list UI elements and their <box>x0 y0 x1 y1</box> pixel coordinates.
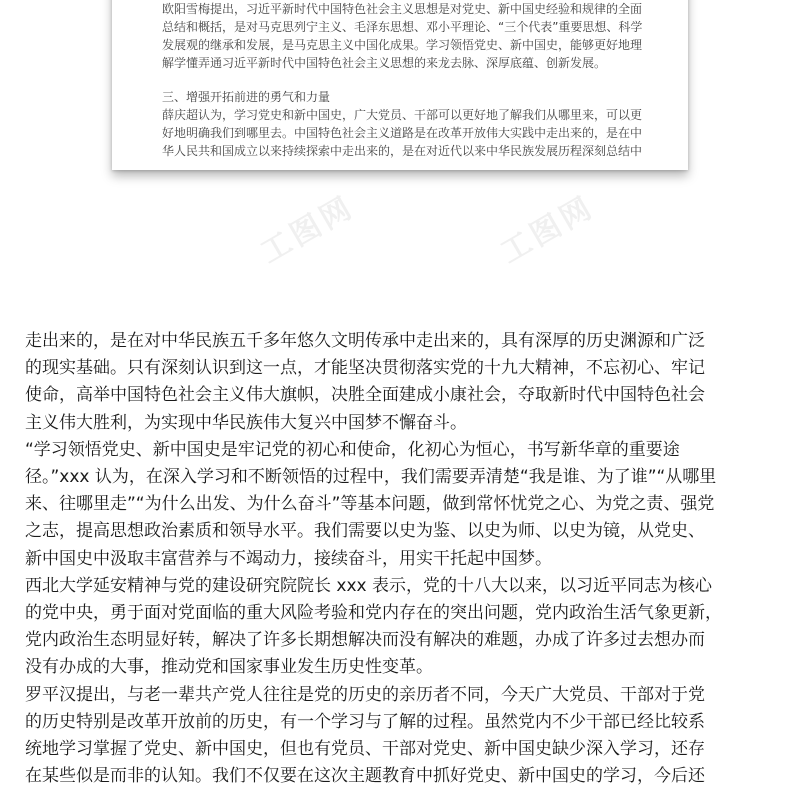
body-line: “学习领悟党史、新中国史是牢记党的初心和使命，化初心为恒心，书写新华章的重要途 <box>25 439 680 460</box>
body-line: 新中国史中汲取丰富营养与不竭动力，接续奋斗，用实干托起中国梦。 <box>25 548 552 569</box>
body-line: 在某些似是而非的认知。我们不仅要在这次主题教育中抓好党史、新中国史的学习，今后还 <box>25 766 705 787</box>
body-line: 使命，高举中国特色社会主义伟大旗帜，决胜全面建成小康社会，夺取新时代中国特色社会 <box>25 385 705 406</box>
body-line: 走出来的，是在对中华民族五千多年悠久文明传承中走出来的，具有深厚的历史渊源和广泛 <box>25 331 705 351</box>
body-text <box>25 328 785 790</box>
preview-line: 好地明确我们到哪里去。中国特色社会主义道路是在改革开放伟大实践中走出来的，是在中 <box>162 126 643 140</box>
body-line: 罗平汉提出，与老一辈共产党人往往是党的历史的亲历者不同，今天广大党员、干部对于党 <box>25 684 705 705</box>
preview-line: 发展观的继承和发展，是马克思主义中国化成果。学习领悟党史、新中国史，能够更好地理 <box>162 38 643 52</box>
preview-line: 解学懂弄通习近平新时代中国特色社会主义思想的来龙去脉、深厚底蕴、创新发展。 <box>162 56 607 70</box>
body-line: 党内政治生态明显好转，解决了许多长期想解决而没有解决的难题，办成了许多过去想办而 <box>25 630 705 651</box>
preview-line: 薛庆超认为，学习党史和新中国史，广大党员、干部可以更好地了解我们从哪里来，可以更 <box>162 108 643 122</box>
body-line: 的现实基础。只有深刻认识到这一点，才能坚决贯彻落实党的十九大精神，不忘初心、牢记 <box>25 358 705 379</box>
preview-line: 华人民共和国成立以来持续探索中走出来的，是在对近代以来中华民族发展历程深刻总结中 <box>162 144 643 158</box>
body-line: 的党中央，勇于面对党面临的重大风险考验和党内存在的突出问题，党内政治生活气象更新， <box>25 603 722 624</box>
watermark: 工图网 <box>254 189 361 271</box>
body-line: 的历史特别是改革开放前的历史，有一个学习与了解的过程。虽然党内不少干部已经比较系 <box>25 711 705 732</box>
preview-line: 欧阳雪梅提出，习近平新时代中国特色社会主义思想是对党史、新中国史经验和规律的全面 <box>162 2 643 16</box>
preview-line: 总结和概括，是对马克思列宁主义、毛泽东思想、邓小平理论、“三个代表”重要思想、科学 <box>162 20 643 34</box>
body-line: 主义伟大胜利，为实现中华民族伟大复兴中国梦不懈奋斗。 <box>25 412 467 433</box>
paragraph-gap <box>162 72 662 88</box>
body-line: 统地学习掌握了党史、新中国史，但也有党员、干部对党史、新中国史缺少深入学习，还存 <box>25 739 705 760</box>
preview-text <box>162 0 662 160</box>
body-line: 西北大学延安精神与党的建设研究院院长 xxx 表示，党的十八大以来，以习近平同志为核心 <box>25 575 712 596</box>
body-line: 没有办成的大事，推动党和国家事业发生历史性变革。 <box>25 657 433 678</box>
watermark: 工图网 <box>494 189 601 271</box>
preview-section-heading: 三、增强开拓前进的勇气和力量 <box>162 90 331 104</box>
body-line: 之志，提高思想政治素质和领导水平。我们需要以史为鉴、以史为师、以史为镜，从党史、 <box>25 521 705 542</box>
body-line: 径。”xxx 认为，在深入学习和不断领悟的过程中，我们需要弄清楚“我是谁、为了谁”“从哪里 <box>25 467 717 488</box>
page-preview-card <box>112 0 688 170</box>
body-line: 来、往哪里走”“为什么出发、为什么奋斗”等基本问题，做到常怀忧党之心、为党之责、强党 <box>25 494 715 515</box>
